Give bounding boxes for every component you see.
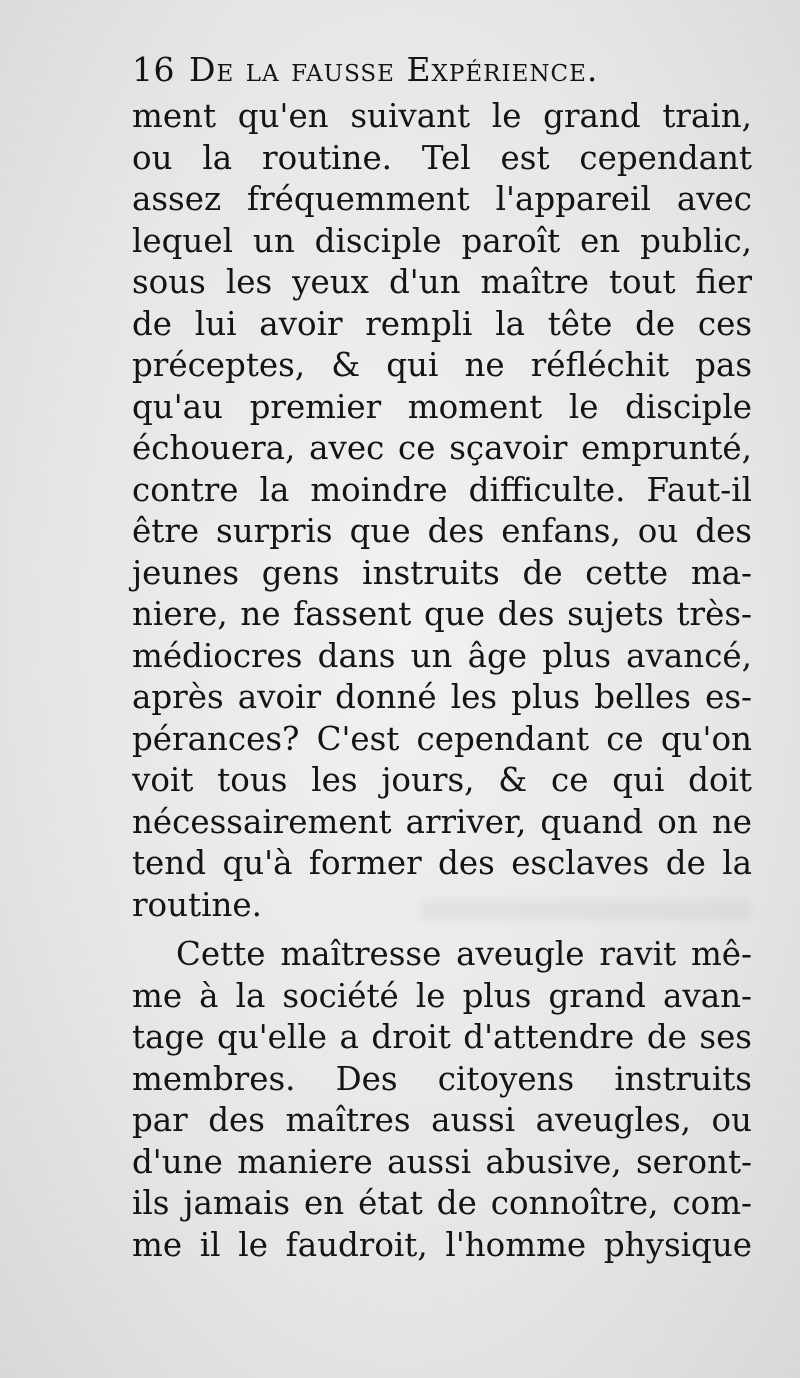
text-line: préceptes, & qui ne réfléchit pas	[132, 346, 752, 384]
body-text	[132, 96, 752, 1266]
text-line: voit tous les jours, & ce qui doit	[132, 761, 752, 799]
text-line: de lui avoir rempli la tête de ces	[132, 304, 752, 343]
running-title: De la fausse Expérience.	[189, 50, 599, 89]
running-header	[132, 50, 702, 89]
text-line: tend qu'à former des esclaves de la	[132, 844, 752, 882]
text-line: sous les yeux d'un maître tout fier	[132, 263, 752, 301]
text-line: ment qu'en suivant le grand train,	[132, 97, 752, 135]
text-line: médiocres dans un âge plus avancé,	[132, 636, 752, 675]
paragraph-end-line: routine.	[132, 885, 262, 924]
text-line: tage qu'elle a droit d'attendre de ses	[132, 1018, 752, 1056]
text-line: par des maîtres aussi aveugles, ou	[132, 1101, 752, 1139]
text-line: échouera, avec ce sçavoir emprunté,	[132, 429, 752, 467]
text-line: qu'au premier moment le disciple	[132, 387, 752, 426]
text-line: être surpris que des enfans, ou des	[132, 512, 752, 550]
text-line: après avoir donné les plus belles es-	[132, 678, 752, 716]
text-line: me il le faudroit, l'homme physique	[132, 1225, 752, 1264]
text-line: jeunes gens instruits de cette ma-	[132, 553, 752, 592]
text-line: membres. Des citoyens instruits	[132, 1059, 752, 1098]
text-line: ou la routine. Tel est cependant	[132, 138, 752, 177]
paragraph-start-line: Cette maîtresse aveugle ravit mê-	[176, 935, 752, 973]
text-line: d'une maniere aussi abusive, seront-	[132, 1142, 752, 1181]
text-line: me à la société le plus grand avan-	[132, 976, 752, 1015]
text-line: contre la moindre difficulte. Faut-il	[132, 470, 752, 509]
text-line: lequel un disciple paroît en public,	[132, 221, 752, 260]
text-line: nécessairement arriver, quand on ne	[132, 802, 752, 841]
text-line: niere, ne fassent que des sujets très-	[132, 595, 752, 633]
page-number: 16	[132, 50, 175, 89]
text-line: ils jamais en état de connoître, com-	[132, 1184, 752, 1222]
text-line: pérances? C'est cependant ce qu'on	[132, 719, 752, 758]
text-line: assez fréquemment l'appareil avec	[132, 180, 752, 218]
